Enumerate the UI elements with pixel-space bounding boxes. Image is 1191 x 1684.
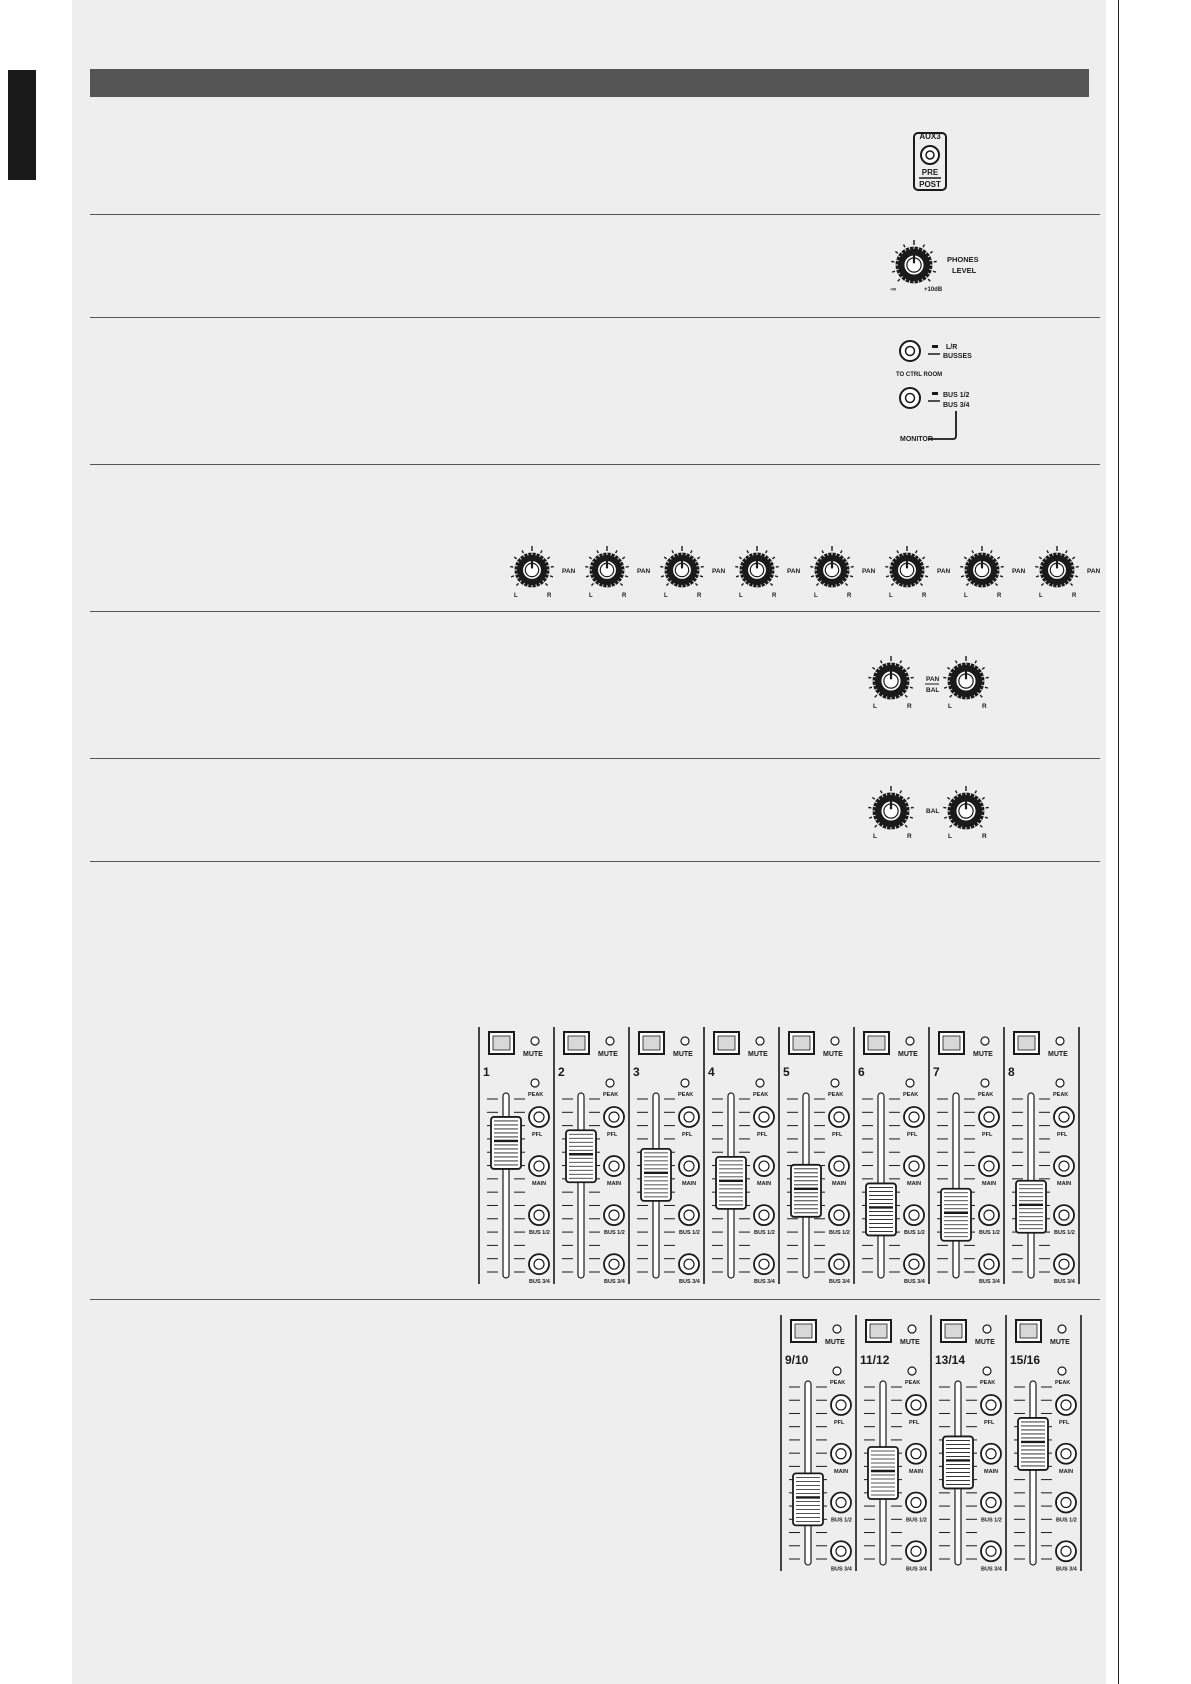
phones-level-section xyxy=(90,215,1100,317)
main-button[interactable] xyxy=(604,1156,624,1176)
peak-label: PEAK xyxy=(1055,1380,1071,1386)
channel-strip xyxy=(785,1315,856,1572)
channel-number: 9/10 xyxy=(785,1353,809,1367)
channel-number: 15/16 xyxy=(1010,1353,1041,1367)
main-button[interactable] xyxy=(906,1444,926,1464)
peak-led xyxy=(1058,1367,1066,1375)
main-label: MAIN xyxy=(682,1181,697,1188)
pan-knob-4[interactable] xyxy=(735,546,778,589)
bus34-label: BUS 3/4 xyxy=(529,1279,550,1286)
bus34-button[interactable] xyxy=(679,1254,699,1274)
bus34-label: BUS 3/4 xyxy=(679,1279,700,1286)
bus34-button[interactable] xyxy=(604,1254,624,1274)
channel-fader[interactable] xyxy=(491,1117,521,1169)
main-label: MAIN xyxy=(909,1468,924,1475)
pfl-label: PFL xyxy=(757,1132,768,1138)
bus12-label: BUS 1/2 xyxy=(529,1230,550,1237)
bus12-button[interactable] xyxy=(831,1493,851,1513)
main-label: MAIN xyxy=(907,1181,922,1188)
bal-knob[interactable] xyxy=(943,656,988,701)
monitor-bus-switch[interactable] xyxy=(900,388,920,408)
bus34-label: BUS 3/4 xyxy=(906,1566,927,1573)
pfl-label: PFL xyxy=(607,1132,618,1138)
pfl-button[interactable] xyxy=(604,1107,624,1127)
mono-channel-strips xyxy=(90,862,1100,1299)
bus12-label: BUS 1/2 xyxy=(979,1230,1000,1237)
pfl-label: PFL xyxy=(832,1132,843,1138)
main-button[interactable] xyxy=(829,1156,849,1176)
pfl-button[interactable] xyxy=(829,1107,849,1127)
bus34-button[interactable] xyxy=(1056,1541,1076,1561)
main-button[interactable] xyxy=(1056,1444,1076,1464)
channel-strip xyxy=(1010,1315,1081,1572)
pan-knob-8[interactable] xyxy=(1035,546,1078,589)
channel-strip xyxy=(783,1027,854,1285)
pan-label: PAN xyxy=(1087,568,1100,575)
pfl-button[interactable] xyxy=(1056,1395,1076,1415)
bal-knob-left-unit[interactable] xyxy=(868,786,913,831)
pan-left-label: L xyxy=(664,593,668,599)
bus12-button[interactable] xyxy=(1056,1493,1076,1513)
channel-strip xyxy=(933,1027,1004,1285)
bus12-label: BUS 1/2 xyxy=(981,1517,1002,1524)
bus34-button[interactable] xyxy=(529,1254,549,1274)
channel-fader[interactable] xyxy=(791,1165,821,1217)
stereo-channel-strips-section xyxy=(90,1300,1100,1580)
channel-number: 4 xyxy=(708,1065,715,1079)
peak-label: PEAK xyxy=(678,1092,694,1098)
mute-button[interactable] xyxy=(489,1032,514,1054)
peak-led xyxy=(906,1079,914,1087)
bal-knob-right-label: R xyxy=(982,703,987,710)
phones-max-label: +10dB xyxy=(924,287,943,293)
bal-knob-left-label: L xyxy=(948,703,952,710)
bus12-button[interactable] xyxy=(1054,1205,1074,1225)
margin-rule xyxy=(1118,0,1119,1684)
peak-led xyxy=(681,1079,689,1087)
pan-label: PAN xyxy=(1012,568,1026,575)
pan-right-label: R xyxy=(772,593,777,599)
bus12-button[interactable] xyxy=(529,1205,549,1225)
main-label: MAIN xyxy=(757,1181,772,1188)
bus34-button[interactable] xyxy=(981,1541,1001,1561)
mute-button[interactable] xyxy=(864,1032,889,1054)
pan-right-label: R xyxy=(547,593,552,599)
channel-strip xyxy=(1008,1027,1079,1285)
mute-button[interactable] xyxy=(791,1320,816,1342)
pfl-button[interactable] xyxy=(906,1395,926,1415)
pfl-button[interactable] xyxy=(529,1107,549,1127)
pan-knob-1[interactable] xyxy=(510,546,553,589)
bus12-label: BUS 1/2 xyxy=(754,1230,775,1237)
mute-button[interactable] xyxy=(1016,1320,1041,1342)
monitor-switch2-on-label: BUS 1/2 xyxy=(943,392,970,399)
bus34-label: BUS 3/4 xyxy=(904,1279,925,1286)
peak-led xyxy=(1056,1079,1064,1087)
section-header-bar xyxy=(90,69,1089,97)
mute-label: MUTE xyxy=(673,1051,693,1058)
peak-label: PEAK xyxy=(603,1092,619,1098)
pan-knob-right-label: R xyxy=(907,703,912,710)
mute-led xyxy=(908,1325,916,1333)
main-button[interactable] xyxy=(679,1156,699,1176)
phones-level-knob[interactable] xyxy=(891,240,936,285)
channel-strip xyxy=(633,1027,704,1285)
mute-led xyxy=(1058,1325,1066,1333)
mute-label: MUTE xyxy=(1050,1339,1070,1346)
peak-led xyxy=(831,1079,839,1087)
mono-channel-strips-section xyxy=(90,862,1100,1299)
bus12-label: BUS 1/2 xyxy=(904,1230,925,1237)
pfl-button[interactable] xyxy=(979,1107,999,1127)
bus12-label: BUS 1/2 xyxy=(1056,1517,1077,1524)
bal-right-unit-l-label: L xyxy=(948,833,952,840)
bus12-button[interactable] xyxy=(754,1205,774,1225)
pan-right-label: R xyxy=(622,593,627,599)
bus12-button[interactable] xyxy=(981,1493,1001,1513)
bus34-button[interactable] xyxy=(831,1541,851,1561)
pan-knob-left-label: L xyxy=(873,703,877,710)
pan-right-label: R xyxy=(997,593,1002,599)
bus12-button[interactable] xyxy=(906,1493,926,1513)
peak-label: PEAK xyxy=(828,1092,844,1098)
channel-strip xyxy=(858,1027,929,1285)
mute-led xyxy=(606,1037,614,1045)
bus34-label: BUS 3/4 xyxy=(1056,1566,1077,1573)
peak-led xyxy=(756,1079,764,1087)
pan-knob-3[interactable] xyxy=(660,546,703,589)
peak-led xyxy=(908,1367,916,1375)
channel-fader[interactable] xyxy=(866,1183,896,1235)
channel-number: 13/14 xyxy=(935,1353,966,1367)
pan-left-label: L xyxy=(814,593,818,599)
mute-label: MUTE xyxy=(900,1339,920,1346)
bal-diagram xyxy=(90,759,1100,861)
pan-right-label: R xyxy=(847,593,852,599)
monitor-label: MONITOR xyxy=(900,436,933,443)
pan-bal-section xyxy=(90,612,1100,758)
aux-switch-top-label: AUX3 xyxy=(919,132,941,141)
bus34-label: BUS 3/4 xyxy=(979,1279,1000,1286)
mute-label: MUTE xyxy=(825,1339,845,1346)
channel-number: 6 xyxy=(858,1065,865,1079)
bus34-button[interactable] xyxy=(1054,1254,1074,1274)
aux-pre-post-diagram xyxy=(90,100,1100,214)
main-button[interactable] xyxy=(981,1444,1001,1464)
bus12-button[interactable] xyxy=(604,1205,624,1225)
bus12-label: BUS 1/2 xyxy=(604,1230,625,1237)
phones-label-line2: LEVEL xyxy=(952,266,977,275)
channel-number: 2 xyxy=(558,1065,565,1079)
bal-left-unit-l-label: L xyxy=(873,833,877,840)
pan-right-label: R xyxy=(922,593,927,599)
pan-right-label: R xyxy=(697,593,702,599)
mute-led xyxy=(906,1037,914,1045)
mute-led xyxy=(531,1037,539,1045)
pan-knob-7[interactable] xyxy=(960,546,1003,589)
pan-left-label: L xyxy=(514,593,518,599)
channel-strip xyxy=(558,1027,629,1285)
mute-button[interactable] xyxy=(714,1032,739,1054)
phones-min-label: -∞ xyxy=(890,287,897,293)
pfl-label: PFL xyxy=(682,1132,693,1138)
mute-label: MUTE xyxy=(898,1051,918,1058)
mute-led xyxy=(756,1037,764,1045)
bal-left-unit-r-label: R xyxy=(907,833,912,840)
peak-label: PEAK xyxy=(753,1092,769,1098)
pan-label: PAN xyxy=(937,568,951,575)
bal-knob-right-unit[interactable] xyxy=(943,786,988,831)
channel-strip xyxy=(860,1315,931,1572)
channel-fader[interactable] xyxy=(641,1149,671,1201)
mute-button[interactable] xyxy=(639,1032,664,1054)
main-button[interactable] xyxy=(529,1156,549,1176)
pfl-label: PFL xyxy=(1057,1132,1068,1138)
pan-knob-2[interactable] xyxy=(585,546,628,589)
channel-number: 11/12 xyxy=(860,1353,890,1367)
channel-strip xyxy=(708,1027,779,1285)
pfl-label: PFL xyxy=(984,1420,995,1426)
pfl-button[interactable] xyxy=(904,1107,924,1127)
pfl-label: PFL xyxy=(834,1420,845,1426)
pan-bal-diagram xyxy=(90,612,1100,758)
mute-button[interactable] xyxy=(564,1032,589,1054)
monitor-section xyxy=(90,318,1100,464)
bus12-button[interactable] xyxy=(829,1205,849,1225)
channel-fader[interactable] xyxy=(793,1473,823,1525)
bus12-label: BUS 1/2 xyxy=(906,1517,927,1524)
peak-led xyxy=(833,1367,841,1375)
main-label: MAIN xyxy=(832,1181,847,1188)
bus34-label: BUS 3/4 xyxy=(981,1566,1002,1573)
peak-label: PEAK xyxy=(830,1380,846,1386)
main-label: MAIN xyxy=(1059,1468,1074,1475)
peak-label: PEAK xyxy=(978,1092,994,1098)
monitor-switch2-off-label: BUS 3/4 xyxy=(943,402,970,409)
pan-label: PAN xyxy=(712,568,726,575)
bal-right-unit-r-label: R xyxy=(982,833,987,840)
mute-led xyxy=(831,1037,839,1045)
stereo-channel-strips xyxy=(90,1300,1100,1580)
channel-number: 8 xyxy=(1008,1065,1015,1079)
bus12-button[interactable] xyxy=(979,1205,999,1225)
bus34-label: BUS 3/4 xyxy=(1054,1279,1075,1286)
mute-label: MUTE xyxy=(823,1051,843,1058)
phones-level-diagram xyxy=(90,215,1100,317)
ctrl-room-source-switch[interactable] xyxy=(900,341,920,361)
bus34-label: BUS 3/4 xyxy=(831,1566,852,1573)
peak-led xyxy=(531,1079,539,1087)
channel-strip xyxy=(483,1027,554,1285)
channel-number: 5 xyxy=(783,1065,790,1079)
pfl-button[interactable] xyxy=(679,1107,699,1127)
pan-knob-6[interactable] xyxy=(885,546,928,589)
pfl-label: PFL xyxy=(907,1132,918,1138)
bal-label: BAL xyxy=(926,808,940,815)
pan-knob-row-section xyxy=(90,465,1100,611)
pan-left-label: L xyxy=(889,593,893,599)
pan-left-label: L xyxy=(1039,593,1043,599)
bus34-button[interactable] xyxy=(904,1254,924,1274)
channel-fader[interactable] xyxy=(1016,1181,1046,1233)
monitor-caption: TO CTRL ROOM xyxy=(896,372,943,378)
bus12-label: BUS 1/2 xyxy=(831,1517,852,1524)
mute-label: MUTE xyxy=(523,1051,543,1058)
bus12-label: BUS 1/2 xyxy=(1054,1230,1075,1237)
main-label: MAIN xyxy=(1057,1181,1072,1188)
main-button[interactable] xyxy=(754,1156,774,1176)
bus34-button[interactable] xyxy=(979,1254,999,1274)
mute-led xyxy=(833,1325,841,1333)
mute-led xyxy=(681,1037,689,1045)
peak-label: PEAK xyxy=(903,1092,919,1098)
pan-knob-5[interactable] xyxy=(810,546,853,589)
bus34-label: BUS 3/4 xyxy=(829,1279,850,1286)
pfl-button[interactable] xyxy=(831,1395,851,1415)
pan-bal-label-bottom: BAL xyxy=(926,687,940,694)
pfl-label: PFL xyxy=(532,1132,543,1138)
pan-left-label: L xyxy=(964,593,968,599)
main-button[interactable] xyxy=(831,1444,851,1464)
mute-button[interactable] xyxy=(789,1032,814,1054)
peak-led xyxy=(981,1079,989,1087)
bus12-label: BUS 1/2 xyxy=(829,1230,850,1237)
pan-label: PAN xyxy=(787,568,801,575)
pan-knob[interactable] xyxy=(868,656,913,701)
main-label: MAIN xyxy=(607,1181,622,1188)
channel-strip xyxy=(935,1315,1006,1572)
mute-label: MUTE xyxy=(1048,1051,1068,1058)
bus34-label: BUS 3/4 xyxy=(754,1279,775,1286)
pan-label: PAN xyxy=(562,568,576,575)
pan-bal-label-top: PAN xyxy=(926,676,940,683)
main-button[interactable] xyxy=(904,1156,924,1176)
main-label: MAIN xyxy=(982,1181,997,1188)
monitor-switch1-on-label: L/R xyxy=(946,344,958,351)
mute-led xyxy=(981,1037,989,1045)
main-label: MAIN xyxy=(532,1181,547,1188)
pfl-button[interactable] xyxy=(754,1107,774,1127)
main-label: MAIN xyxy=(984,1468,999,1475)
channel-number: 3 xyxy=(633,1065,640,1079)
mute-label: MUTE xyxy=(598,1051,618,1058)
main-label: MAIN xyxy=(834,1468,849,1475)
peak-label: PEAK xyxy=(980,1380,996,1386)
bus34-button[interactable] xyxy=(906,1541,926,1561)
bus12-button[interactable] xyxy=(679,1205,699,1225)
mute-button[interactable] xyxy=(941,1320,966,1342)
mute-label: MUTE xyxy=(975,1339,995,1346)
mute-button[interactable] xyxy=(939,1032,964,1054)
monitor-diagram xyxy=(90,318,1100,464)
peak-led xyxy=(606,1079,614,1087)
bus12-button[interactable] xyxy=(904,1205,924,1225)
aux-switch-on-label: PRE xyxy=(921,168,939,177)
channel-fader[interactable] xyxy=(1018,1418,1048,1470)
pan-knob-row xyxy=(90,465,1100,611)
pfl-button[interactable] xyxy=(981,1395,1001,1415)
pan-label: PAN xyxy=(637,568,651,575)
mute-label: MUTE xyxy=(973,1051,993,1058)
mute-button[interactable] xyxy=(866,1320,891,1342)
channel-number: 7 xyxy=(933,1065,940,1079)
bus12-label: BUS 1/2 xyxy=(679,1230,700,1237)
pfl-label: PFL xyxy=(1059,1420,1070,1426)
channel-fader[interactable] xyxy=(943,1436,973,1488)
channel-number: 1 xyxy=(483,1065,490,1079)
aux-pre-post-section xyxy=(90,100,1100,214)
peak-label: PEAK xyxy=(905,1380,921,1386)
pan-right-label: R xyxy=(1072,593,1077,599)
peak-led xyxy=(983,1367,991,1375)
pan-left-label: L xyxy=(739,593,743,599)
channel-fader[interactable] xyxy=(566,1130,596,1182)
pfl-label: PFL xyxy=(909,1420,920,1426)
pan-left-label: L xyxy=(589,593,593,599)
chapter-tab xyxy=(8,70,36,180)
bus34-label: BUS 3/4 xyxy=(604,1279,625,1286)
main-button[interactable] xyxy=(979,1156,999,1176)
bal-section xyxy=(90,759,1100,861)
channel-fader[interactable] xyxy=(716,1157,746,1209)
peak-label: PEAK xyxy=(1053,1092,1069,1098)
mute-button[interactable] xyxy=(1014,1032,1039,1054)
bus34-button[interactable] xyxy=(829,1254,849,1274)
pan-label: PAN xyxy=(862,568,876,575)
main-button[interactable] xyxy=(1054,1156,1074,1176)
monitor-switch1-off-label: BUSSES xyxy=(943,353,972,360)
mute-label: MUTE xyxy=(748,1051,768,1058)
peak-label: PEAK xyxy=(528,1092,544,1098)
channel-fader[interactable] xyxy=(941,1189,971,1241)
pfl-button[interactable] xyxy=(1054,1107,1074,1127)
mute-led xyxy=(983,1325,991,1333)
channel-fader[interactable] xyxy=(868,1447,898,1499)
phones-label-line1: PHONES xyxy=(947,255,979,264)
aux-pre-post-switch[interactable] xyxy=(921,146,939,164)
mute-led xyxy=(1056,1037,1064,1045)
pfl-label: PFL xyxy=(982,1132,993,1138)
aux-switch-off-label: POST xyxy=(919,180,941,189)
bus34-button[interactable] xyxy=(754,1254,774,1274)
